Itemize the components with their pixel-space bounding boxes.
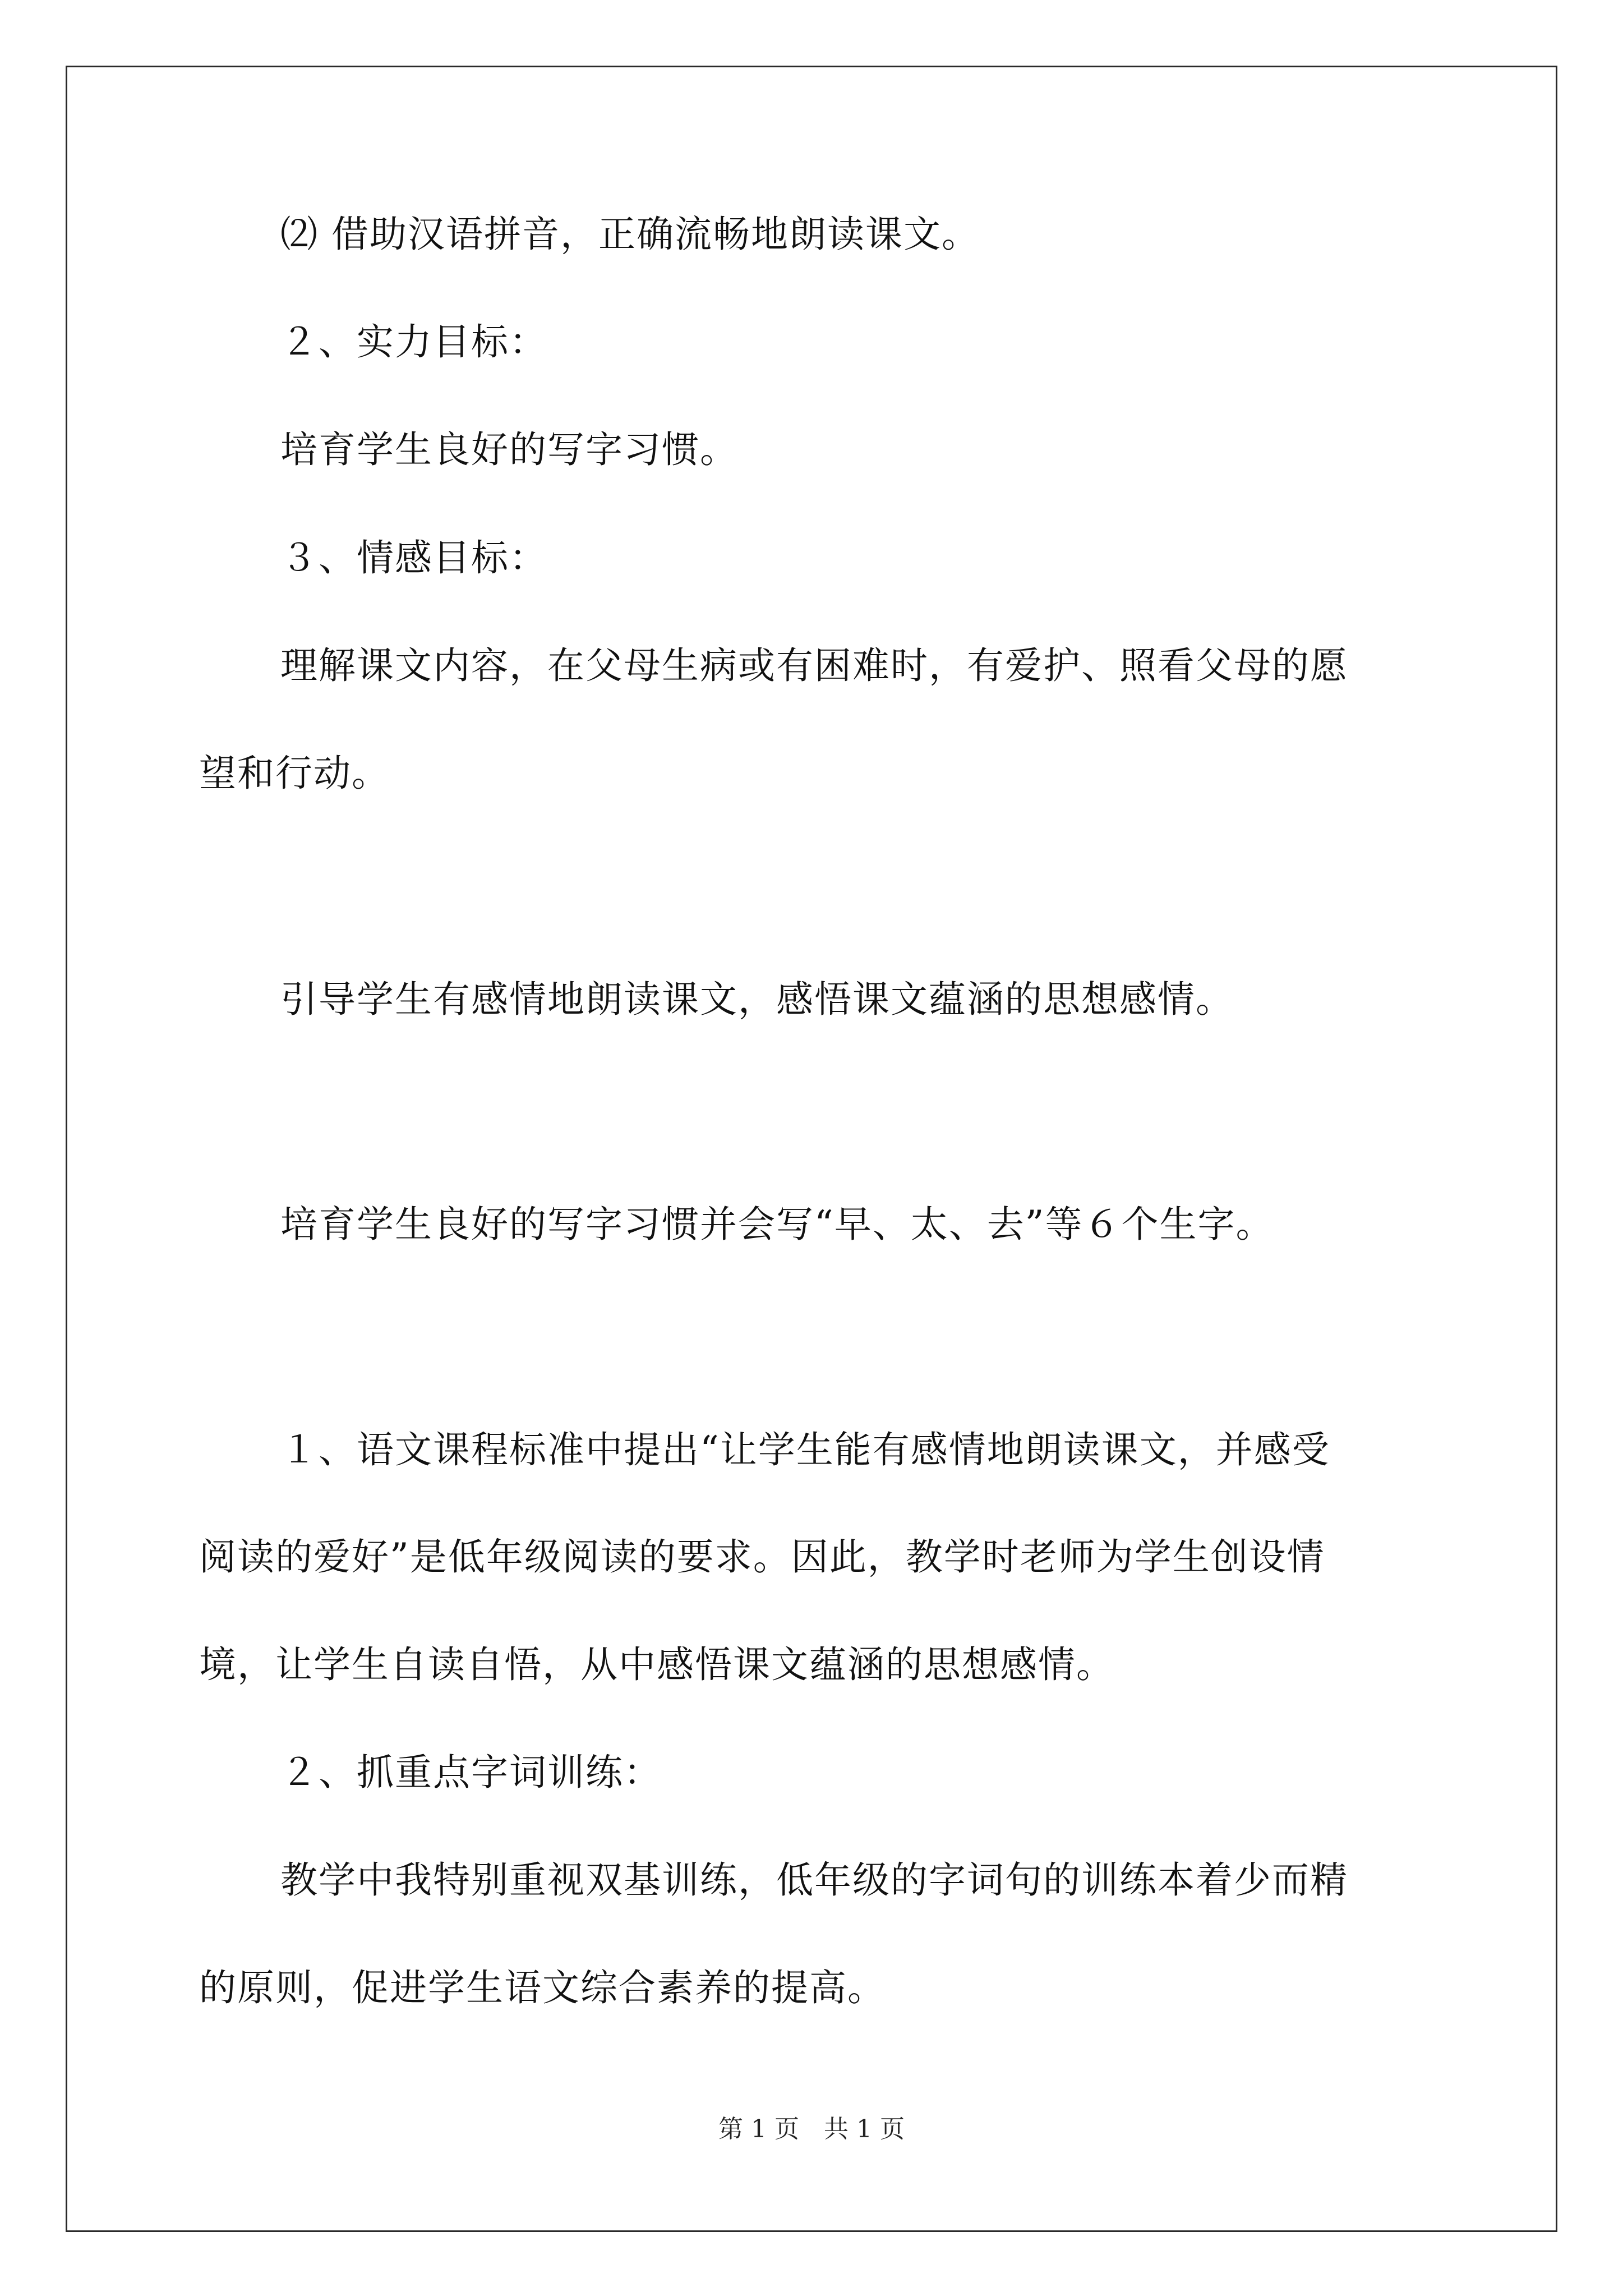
text-line-13: 教学中我特别重视双基训练，低年级的字词句的训练本着少而精	[280, 1858, 1348, 1902]
text-line-4: ３、情感目标：	[280, 536, 547, 579]
text-line-7: 引导学生有感情地朗读课文，感悟课文蕴涵的思想感情。	[280, 978, 1234, 1021]
text-line-6: 望和行动。	[199, 752, 390, 795]
text-line-8: 培育学生良好的写字习惯并会写“早、太、去”等６个生字。	[280, 1203, 1274, 1246]
text-line-9: １、语文课程标准中提出“让学生能有感情地朗读课文，并感受	[280, 1428, 1330, 1471]
text-line-5: 理解课文内容，在父母生病或有困难时，有爱护、照看父母的愿	[280, 644, 1348, 687]
text-line-14: 的原则，促进学生语文综合素养的提高。	[199, 1966, 886, 2009]
text-line-11: 境，让学生自读自悟，从中感悟课文蕴涵的思想感情。	[199, 1643, 1114, 1686]
page-number-footer: 第 1 页 共 1 页	[718, 2115, 905, 2143]
text-line-1: ⑵ 借助汉语拼音，正确流畅地朗读课文。	[280, 213, 980, 256]
text-line-2: ２、实力目标：	[280, 320, 547, 364]
text-line-10: 阅读的爱好”是低年级阅读的要求。因此，教学时老师为学生创设情	[199, 1535, 1325, 1579]
text-line-3: 培育学生良好的写字习惯。	[280, 428, 738, 471]
text-line-12: ２、抓重点字词训练：	[280, 1751, 662, 1794]
page-border	[66, 66, 1557, 2232]
